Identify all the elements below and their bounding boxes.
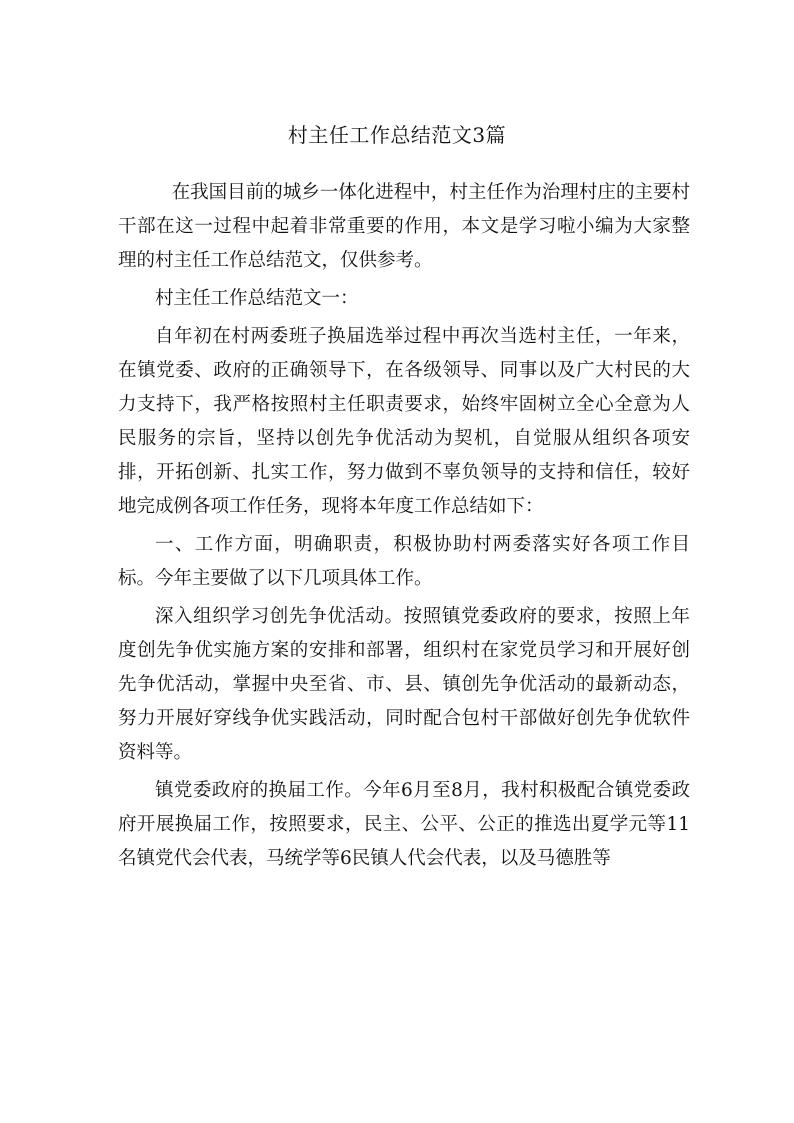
paragraph-election-work: 镇党委政府的换届工作。今年6月至8月，我村积极配合镇党委政府开展换届工作，按照要求，民主、公平、公正的推选出夏学元等11名镇党代会代表，马统学等6民镇人代会代表，以及马德胜等 <box>118 780 690 869</box>
paragraph-intro: 在我国目前的城乡一体化进程中，村主任作为治理村庄的主要村干部在这一过程中起着非常重要的作用，本文是学习啦小编为大家整理的村主任工作总结范文，仅供参考。 <box>118 182 690 271</box>
paragraph-work-aspect: 一、工作方面，明确职责，积极协助村两委落实好各项工作目标。今年主要做了以下几项具体工作。 <box>118 534 690 589</box>
document-body <box>118 176 690 876</box>
paragraph-summary-opening: 自年初在村两委班子换届选举过程中再次当选村主任，一年来，在镇党委、政府的正确领导下，在各级领导、同事以及广大村民的大力支持下，我严格按照村主任职责要求，始终牢固树立全心全意为人民服务的宗旨，坚持以创先争优活动为契机，自觉服从组织各项安排，开拓创新、扎实工作，努力做到不辜负领导的支持和信任，较好地完成例各项工作任务，现将本年度工作总结如下： <box>118 326 690 517</box>
paragraph-study-activity: 深入组织学习创先争优活动。按照镇党委政府的要求，按照上年度创先争优实施方案的安排和部署，组织村在家党员学习和开展好创先争优活动，掌握中央至省、市、县、镇创先争优活动的最新动态，努力开展好穿线争优实践活动，同时配合包村干部做好创先争优软件资料等。 <box>118 606 690 763</box>
paragraph-section-heading: 村主任工作总结范文一： <box>155 288 359 309</box>
document-title: 村主任工作总结范文3篇 <box>287 123 507 147</box>
